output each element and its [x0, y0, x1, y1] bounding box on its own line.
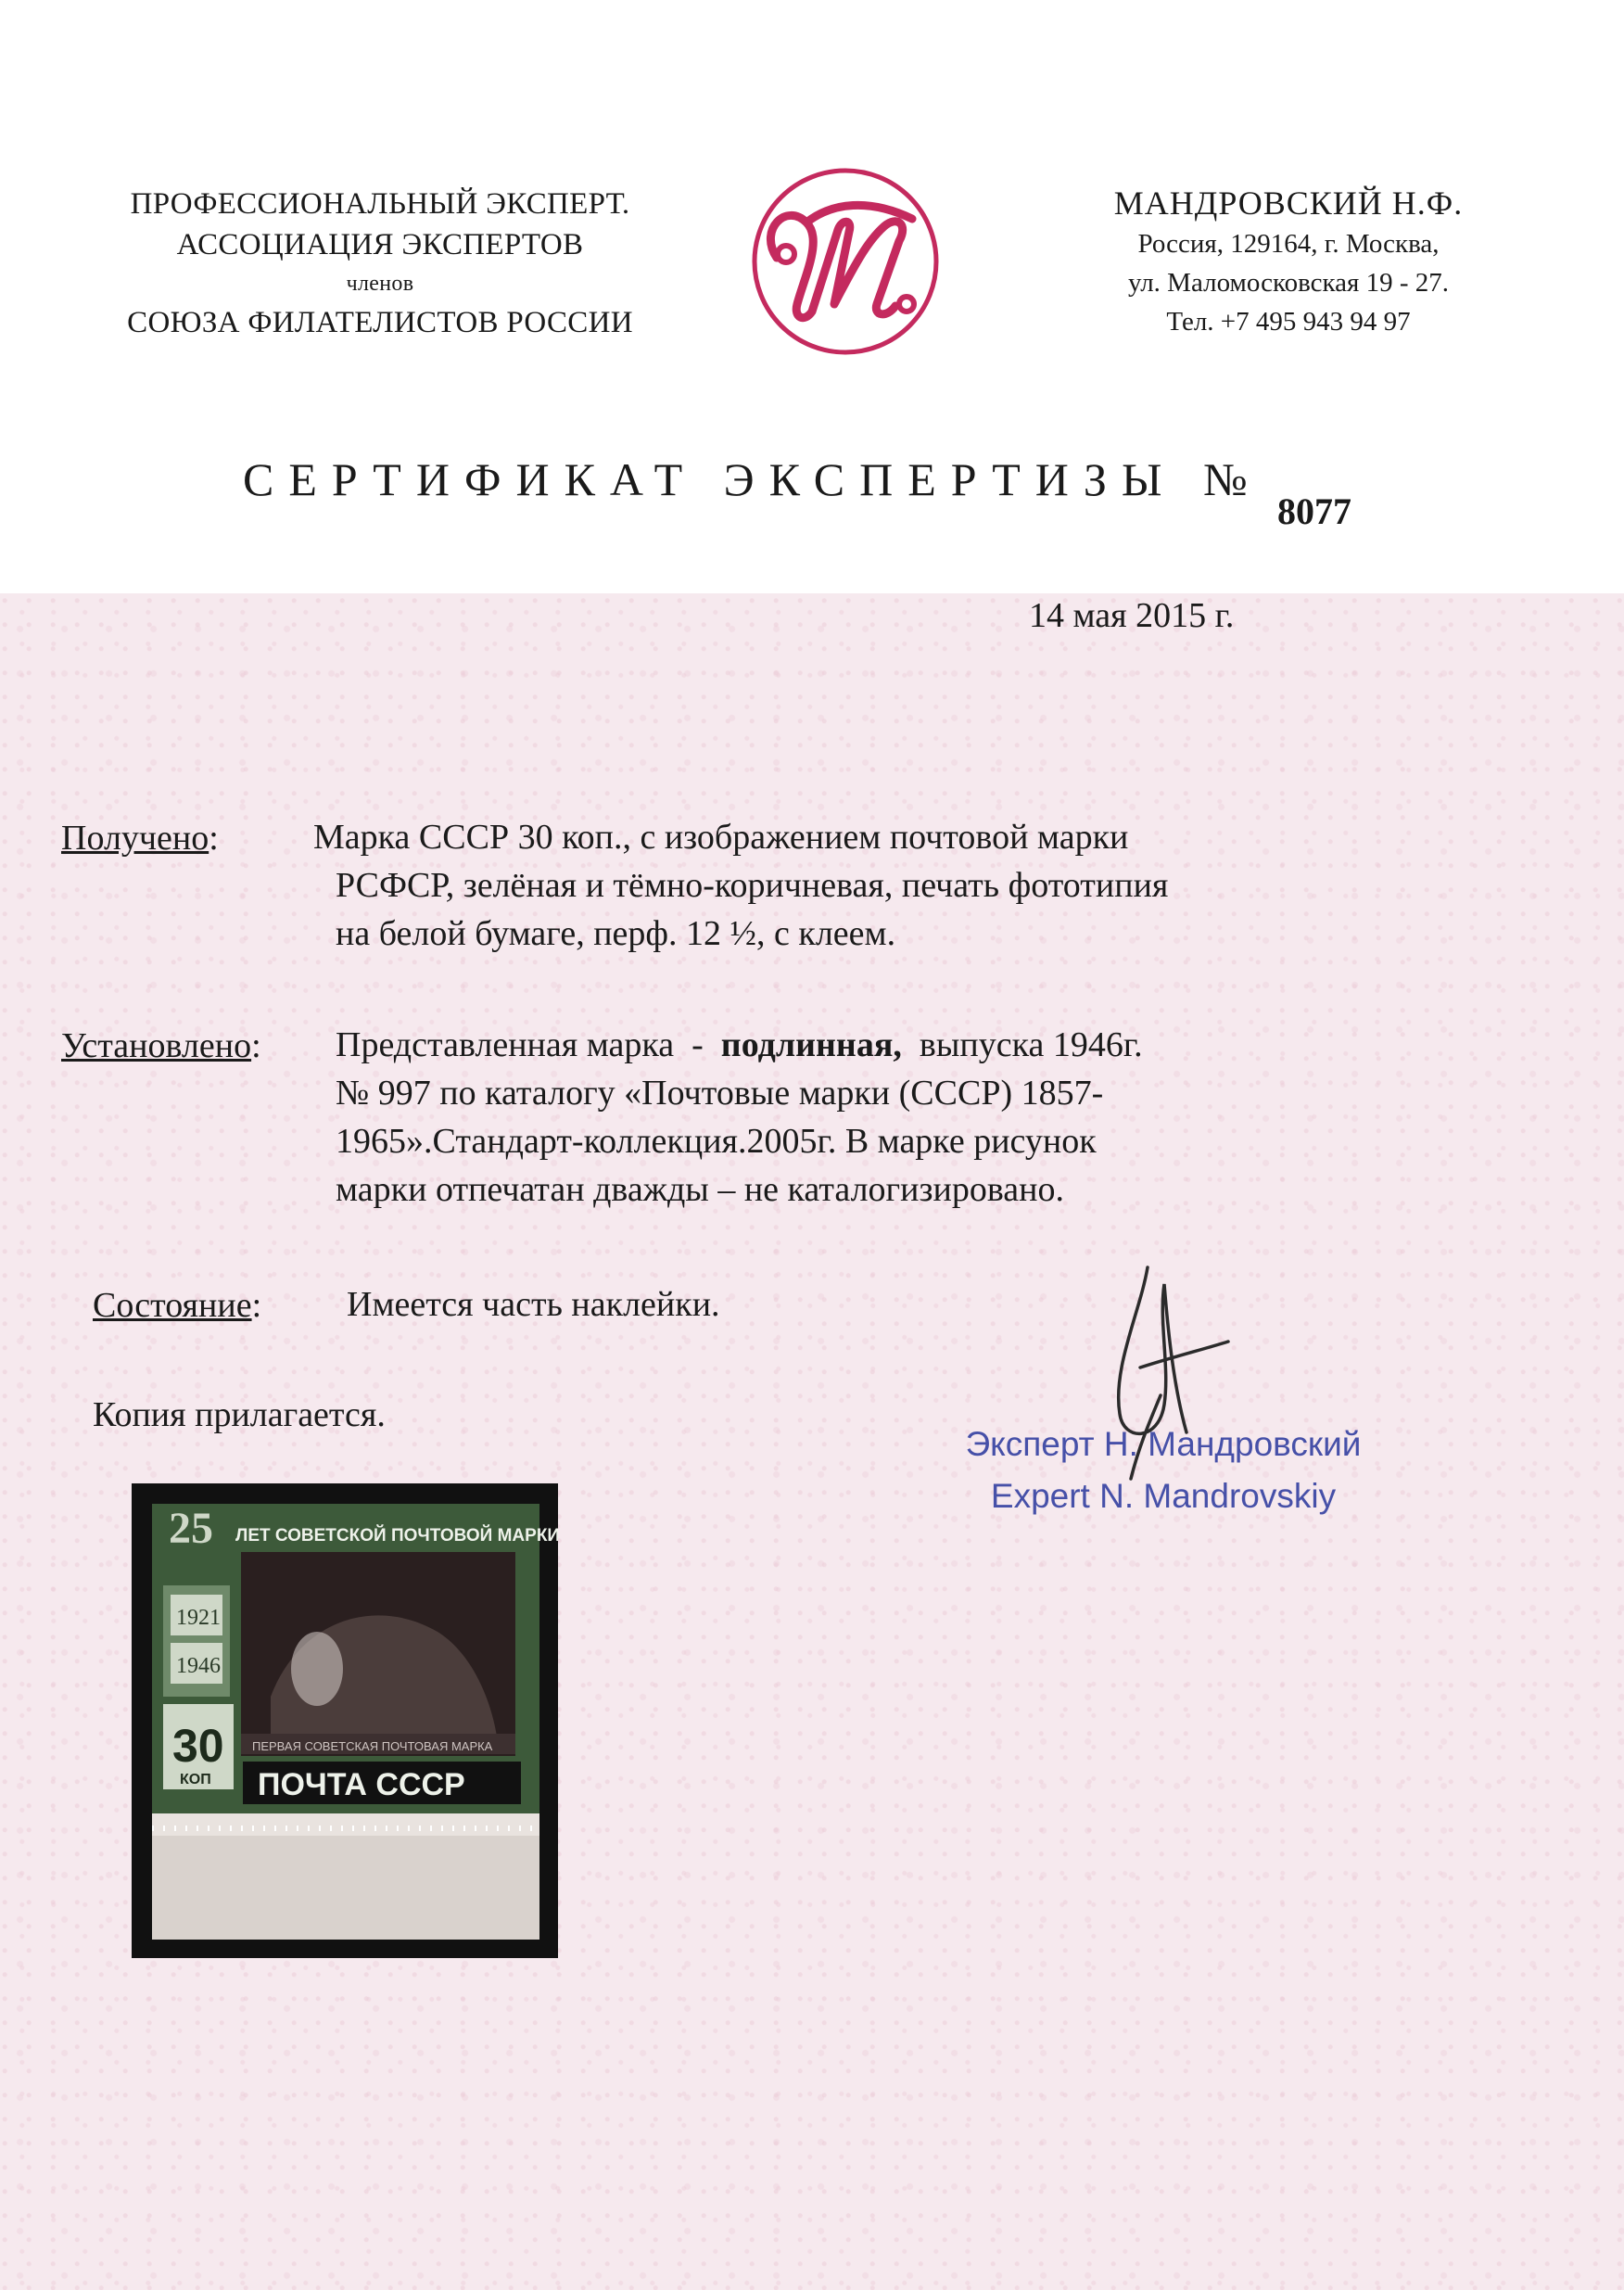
stamp-bottom-text: ПОЧТА СССР [258, 1767, 465, 1802]
stamp-inner-caption: ПЕРВАЯ СОВЕТСКАЯ ПОЧТОВАЯ МАРКА [252, 1739, 493, 1753]
established-line-3: 1965».Стандарт-коллекция.2005г. В марке рисунок [336, 1122, 1097, 1161]
received-label-group: Получено: [61, 819, 219, 858]
copy-attached-note: Копия прилагается. [93, 1395, 386, 1434]
phone-line: Тел. +7 495 943 94 97 [1166, 307, 1411, 337]
header-left-line-1: ПРОФЕССИОНАЛЬНЫЙ ЭКСПЕРТ. [130, 187, 630, 221]
stamp-top-text: ЛЕТ СОВЕТСКОЙ ПОЧТОВОЙ МАРКИ [235, 1526, 558, 1546]
stamp-year-1: 1921 [176, 1606, 221, 1630]
monogram-m-logo-icon [749, 165, 942, 358]
condition-text: Имеется часть наклейки. [347, 1285, 720, 1324]
received-line-1: Марка СССР 30 коп., с изображением почтовой марки [313, 818, 1129, 857]
stamp-top-number: 25 [169, 1504, 213, 1553]
condition-label-group: Состояние: [93, 1286, 262, 1325]
address-line-1: Россия, 129164, г. Москва, [1137, 229, 1440, 259]
authentic-verdict: подлинная, [720, 1025, 902, 1064]
established-label-group: Установлено: [61, 1026, 261, 1065]
condition-label: Состояние [93, 1286, 252, 1325]
established-line-4: марки отпечатан дважды – не каталогизировано. [336, 1170, 1064, 1209]
received-line-3: на белой бумаге, перф. 12 ½, с клеем. [336, 914, 896, 953]
postage-stamp-picture [132, 1483, 558, 1958]
stamp-year-2: 1946 [176, 1654, 221, 1678]
expert-contact-header [1047, 182, 1529, 341]
expert-stamp [945, 1419, 1381, 1522]
expert-stamp-line-en: Expert N. Mandrovskiy [990, 1477, 1337, 1515]
certificate-title: СЕРТИФИКАТ ЭКСПЕРТИЗЫ № [243, 453, 1262, 505]
stamp-value-unit: КОП [180, 1772, 211, 1787]
established-text-post: выпуска 1946г. [901, 1025, 1143, 1064]
established-line-2: № 997 по каталогу «Почтовые марки (СССР) 1857- [336, 1074, 1104, 1113]
header-left-line-3: членов [346, 272, 414, 296]
association-header [83, 184, 677, 343]
established-text-pre: Представленная марка - [336, 1025, 721, 1064]
stamp-photo [132, 1483, 558, 1958]
stamp-value: 30 [172, 1720, 224, 1772]
certificate-number: 8077 [1277, 490, 1351, 532]
expert-name-heading: МАНДРОВСКИЙ Н.Ф. [1113, 184, 1464, 222]
header-left-line-2: АССОЦИАЦИЯ ЭКСПЕРТОВ [176, 228, 584, 261]
address-line-2: ул. Маломосковская 19 - 27. [1127, 268, 1449, 298]
expert-stamp-line-ru: Эксперт Н. Мандровский [965, 1425, 1362, 1463]
certificate-date: 14 мая 2015 г. [1029, 596, 1235, 635]
received-label: Получено [61, 819, 209, 858]
received-line-2: РСФСР, зелёная и тёмно-коричневая, печать фототипия [336, 866, 1169, 905]
header-left-line-4: СОЮЗА ФИЛАТЕЛИСТОВ РОССИИ [127, 306, 633, 339]
established-line-1 [336, 1021, 1457, 1069]
established-label: Установлено [61, 1026, 252, 1065]
